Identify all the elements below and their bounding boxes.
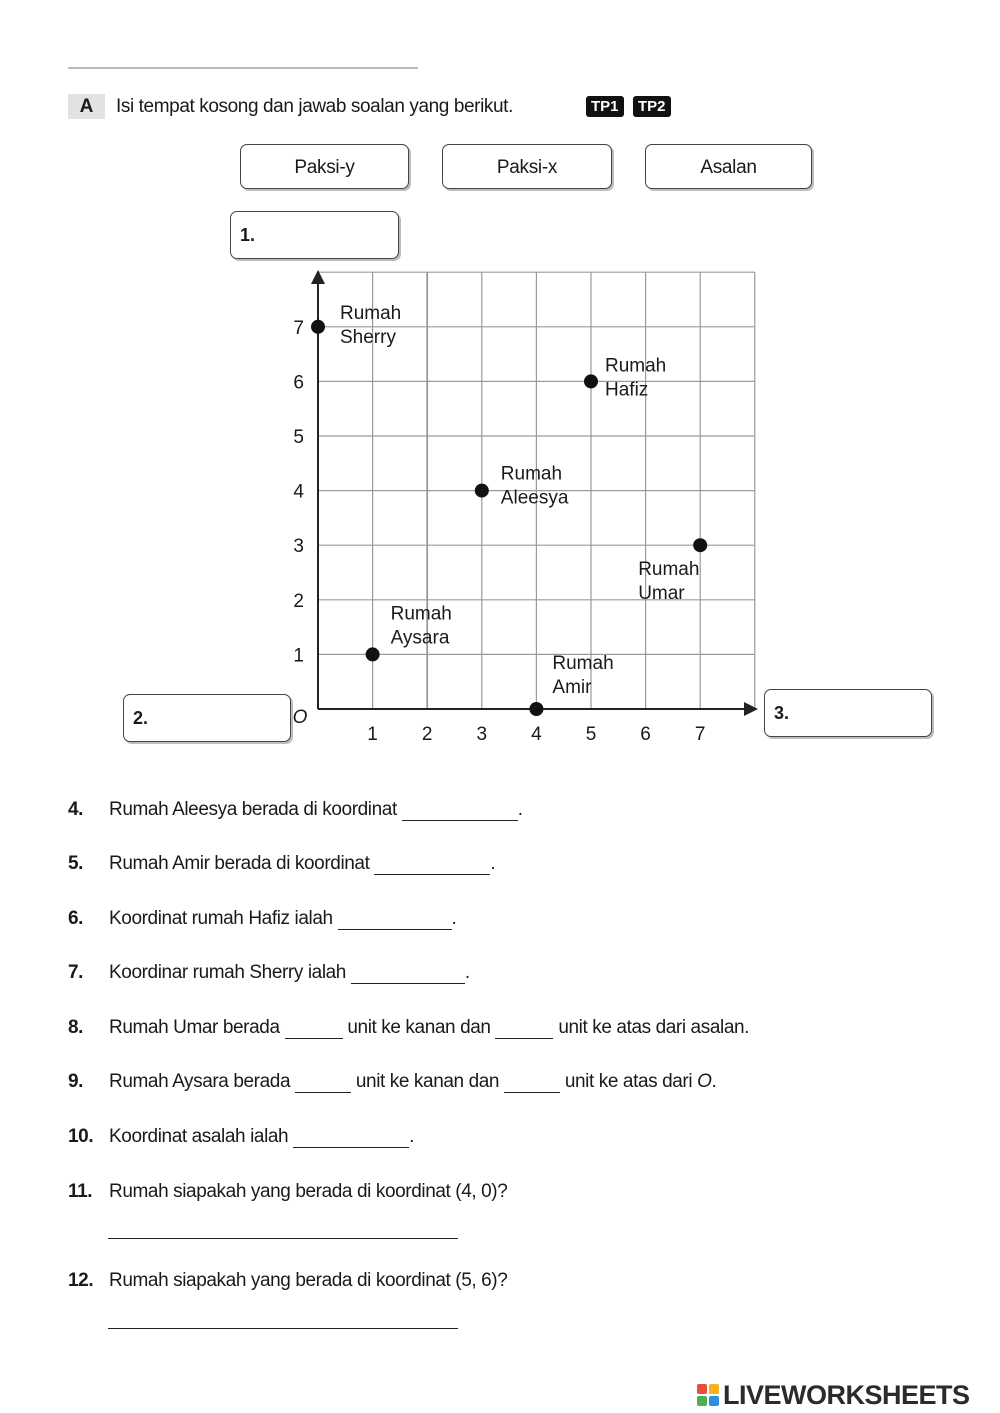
question-number: 6. [68,908,84,929]
answer-box-1[interactable] [230,211,399,259]
question-text: Koordinat asalah ialah [109,1126,294,1147]
question-text: . [409,1126,414,1147]
answer-blank-8b[interactable] [495,1018,553,1039]
question-text: Rumah Umar berada [109,1017,285,1038]
answer-box-2[interactable] [123,694,291,742]
logo-square [697,1384,707,1394]
question-5 [68,851,495,877]
origin-label: O [292,707,308,728]
point-label: Aysara [390,627,450,649]
answer-blank-9b[interactable] [504,1072,560,1093]
logo-square [709,1396,719,1406]
answer-box-3[interactable] [764,689,932,737]
question-text: unit ke atas dari asalan. [553,1017,750,1038]
question-text: . [517,799,523,820]
section-letter: A [68,94,105,119]
liveworksheets-logo [697,1378,970,1412]
answer-blank-4[interactable] [402,800,518,821]
question-6 [68,906,456,932]
question-4 [68,797,523,823]
answer-line-12[interactable] [108,1304,458,1329]
section-instruction: Isi tempat kosong dan jawab soalan yang berikut. [116,96,513,117]
x-axis-arrow-icon [744,702,758,716]
logo-text: LIVEWORKSHEETS [723,1379,970,1410]
answer-box-1-input[interactable] [265,220,392,250]
data-point [475,484,489,498]
question-text: Rumah Aysara berada [109,1071,295,1092]
point-label: Aleesya [500,487,569,509]
point-label: Rumah [552,653,614,674]
point-label: Sherry [340,326,396,348]
x-tick-label: 5 [585,724,597,745]
answer-blank-8a[interactable] [285,1018,343,1039]
question-text: Rumah siapakah yang berada di koordinat (4, 0)? [109,1181,508,1202]
question-10 [68,1124,414,1150]
answer-box-number: 3. [774,703,790,723]
question-text: unit ke atas dari [559,1071,698,1092]
data-point [366,647,380,661]
badge-tp2: TP2 [633,96,671,117]
origin-symbol: O [697,1071,712,1092]
answer-blank-7[interactable] [351,963,465,984]
y-tick-label: 4 [293,481,304,503]
point-label: Rumah [605,355,667,377]
question-text: unit ke kanan dan [351,1071,504,1092]
question-text: Rumah siapakah yang berada di koordinat (5, 6)? [109,1270,508,1291]
y-tick-label: 3 [293,536,304,558]
question-number: 9. [68,1071,84,1092]
point-label: Rumah [390,603,452,625]
point-label: Hafiz [605,379,649,401]
x-tick-label: 6 [640,724,651,745]
question-number: 4. [68,799,84,820]
logo-square [697,1396,707,1406]
question-number: 12. [68,1270,94,1291]
question-text: unit ke kanan dan [342,1017,496,1038]
question-text: . [464,962,470,983]
answer-line-11[interactable] [108,1214,458,1239]
answer-blank-10[interactable] [293,1127,409,1148]
x-tick-label: 1 [367,724,378,745]
answer-box-2-input[interactable] [158,703,284,733]
question-text: Rumah Amir berada di koordinat [109,853,375,874]
question-number: 7. [68,962,84,983]
x-tick-label: 4 [531,724,542,745]
question-7 [68,960,470,986]
question-number: 10. [68,1126,94,1147]
question-text: . [490,853,496,874]
answer-blank-9a[interactable] [295,1072,351,1093]
answer-box-number: 1. [240,225,256,245]
question-9 [68,1069,716,1095]
point-label: Amir [552,677,592,698]
question-text: . [451,908,457,929]
question-text: Rumah Aleesya berada di koordinat [109,799,402,820]
data-point [529,702,543,716]
answer-blank-6[interactable] [338,909,452,930]
point-label: Rumah [340,302,402,324]
question-number: 8. [68,1017,84,1038]
answer-box-number: 2. [133,708,149,728]
data-point [693,538,707,552]
question-12 [68,1268,507,1294]
question-11 [68,1179,507,1205]
logo-mark-icon [697,1384,719,1406]
point-label: Umar [638,583,685,605]
data-point [311,320,325,334]
y-tick-label: 6 [293,372,304,394]
logo-square [709,1384,719,1394]
badge-tp1: TP1 [586,96,624,117]
x-tick-label: 7 [694,724,706,745]
question-number: 5. [68,853,84,874]
point-label: Rumah [638,559,700,581]
question-number: 11. [68,1181,93,1202]
word-bank-label: Paksi-y [294,157,355,178]
y-tick-label: 7 [293,317,304,339]
question-text: Koordinat rumah Hafiz ialah [109,908,338,929]
x-tick-label: 2 [421,724,433,745]
answer-box-3-input[interactable] [799,698,925,728]
word-bank-label: Paksi-x [496,157,558,178]
data-point [584,374,598,388]
answer-blank-5[interactable] [374,854,490,875]
question-text: Koordinar rumah Sherry ialah [109,962,351,983]
question-8 [68,1015,749,1041]
x-tick-label: 3 [476,724,488,745]
question-text: . [711,1071,717,1092]
y-tick-label: 1 [293,645,304,667]
word-bank-label: Asalan [700,157,757,178]
y-tick-label: 2 [293,590,304,612]
point-label: Rumah [500,463,563,485]
y-tick-label: 5 [293,427,304,448]
